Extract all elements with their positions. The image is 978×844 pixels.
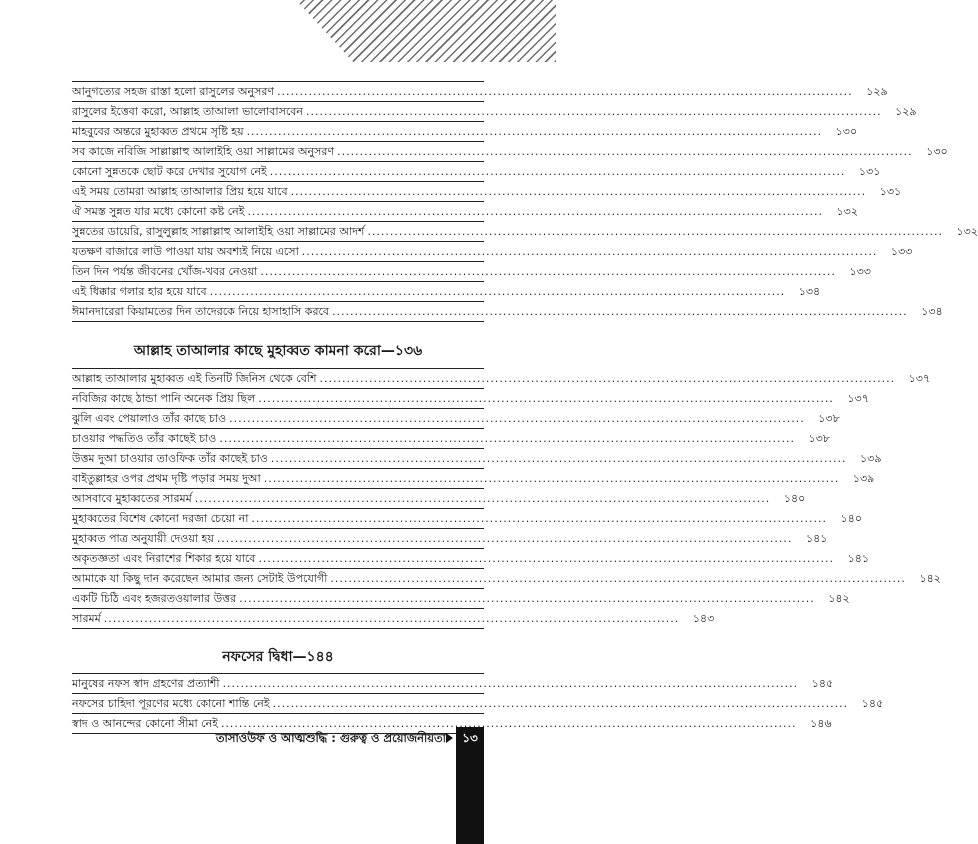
toc-entry-page: ১৩৩ (849, 265, 871, 278)
toc-entry-title: কোনো সুন্নতকে ছোট করে দেখার সুযোগ নেই (72, 165, 267, 178)
toc-entry-page: ১৩৯ (852, 472, 875, 485)
toc-entry-title: তিন দিন পর্যন্ত জীবনের খোঁজ-খবর নেওয়া (72, 265, 258, 278)
toc-entry-page: ১৩৭ (908, 372, 931, 385)
toc-entry-page: ১৩৩ (890, 245, 913, 258)
toc-entry (72, 122, 858, 141)
toc-entry-title: আমাকে যা কিছু দান করেছেন আমার জন্য সেটাই উপযোগী (72, 572, 328, 585)
dot-leader (258, 389, 834, 408)
dot-leader (271, 449, 847, 468)
toc-entry (72, 282, 821, 301)
toc-entry-title: স্বাদ ও আনন্দের কোনো সীমা নেই (72, 717, 218, 730)
page-number: ১৩ (462, 731, 478, 745)
chapter-heading: নফসের দ্বিধা—১৪৪ (222, 649, 334, 665)
toc-entry (72, 102, 917, 121)
dot-leader (330, 569, 906, 588)
toc-entry-title: বাইতুল্লাহর ওপর প্রথম দৃষ্টি পড়ার সময় দুআ (72, 472, 261, 485)
dot-leader (104, 609, 680, 628)
toc-entry (72, 82, 888, 101)
toc-entry-title: আল্লাহ তাআলার মুহাব্বত এই তিনটি জিনিস থেকে বেশি (72, 372, 317, 385)
toc-entry-page: ১৩০ (926, 145, 948, 158)
toc-entry (72, 369, 931, 388)
dot-leader (332, 302, 908, 321)
toc-entry (72, 489, 806, 508)
dot-leader (273, 694, 849, 713)
toc-entry-title: অকৃতজ্ঞতা এবং নিরাশের শিকার হয়ে যাবে (72, 552, 256, 565)
toc-entry-title: এই ধিক্কার গলার হার হয়ে যাবে (72, 285, 207, 298)
dot-leader (251, 509, 827, 528)
toc-entry (72, 302, 943, 321)
toc-entry (72, 262, 871, 281)
toc-entry (72, 222, 978, 241)
triangle-arrow-icon (446, 733, 453, 743)
page-number-tab (456, 727, 484, 844)
toc-entry-title: মুহাব্বত পাত্র অনুযায়ী দেওয়া হয় (72, 532, 214, 545)
dot-leader (239, 589, 815, 608)
toc-entry-title: আসবাবে মুহাব্বতের সারমর্ম (72, 492, 192, 505)
toc-entry-title: ঈমানদারেরা কিয়ামতের দিন তাদেরকে নিয়ে হাসাহাসি করবে (72, 305, 330, 318)
toc-entry (72, 182, 902, 201)
dot-leader (219, 429, 795, 448)
toc-entry-title: ঐ সমস্ত সুন্নত যার মধ্যে কোনো কষ্ট নেই (72, 205, 245, 218)
dot-leader (270, 162, 846, 181)
toc-entry-title: রাসুলের ইত্তেবা করো, আল্লাহ তাআলা ভালোবাসবেন (72, 105, 303, 118)
toc-entry-title: চাওয়ার পদ্ধতিও তাঁর কাছেই চাও (72, 432, 217, 445)
toc-entry-page: ১৩৯ (860, 452, 882, 465)
toc-entry-page: ১৩২ (836, 205, 858, 218)
toc-entry (72, 162, 881, 181)
toc-entry-title: এই সময় তোমরা আল্লাহ তাআলার প্রিয় হয়ে যাবে (72, 185, 288, 198)
toc-entry (72, 389, 869, 408)
toc-entry (72, 609, 715, 628)
toc-entry-page: ১৪১ (847, 552, 869, 565)
toc-entry-page: ১৪০ (840, 512, 862, 525)
toc-entry-title: নবিজির কাছে ঠান্ডা পানি অনেক প্রিয় ছিল (72, 392, 256, 405)
toc-entry-page: ১৪৩ (692, 612, 715, 625)
toc-entry (72, 569, 941, 588)
toc-entry-title: যতক্ষণ বাজারে লাউ পাওয়া যায় অবশ্যই নিয়ে এসো (72, 245, 299, 258)
dot-leader (260, 262, 836, 281)
dot-leader (320, 369, 896, 388)
toc-entry (72, 429, 830, 448)
toc-entry (72, 694, 884, 713)
dot-leader (277, 82, 853, 101)
toc-entry-title: আনুগত্যের সহজ রাস্তা হলো রাসুলের অনুসরণ (72, 85, 275, 98)
dot-leader (217, 529, 793, 548)
toc-entry-page: ১৪২ (828, 592, 850, 605)
toc-entry-title: মানুষের নফস স্বাদ গ্রহণের প্রত্যাশী (72, 677, 220, 690)
toc-entry-page: ১৩০ (835, 125, 858, 138)
toc-entry-title: সব কাজে নবিজি সাল্লাল্লাহু আলাইহি ওয়া সাল্লামের অনুসরণ (72, 145, 335, 158)
toc-entry-page: ১৩৭ (847, 392, 869, 405)
dot-leader (264, 469, 840, 488)
dot-leader (302, 242, 878, 261)
toc-entry-page: ১৪২ (919, 572, 941, 585)
toc-entry-page: ১৩২ (956, 225, 978, 238)
toc-entry (72, 449, 882, 468)
row-divider (72, 628, 484, 629)
toc-entry-page: ১৪১ (805, 532, 828, 545)
toc-entry (72, 202, 858, 221)
toc-entry-page: ১৪৬ (810, 717, 832, 730)
dot-leader (367, 222, 943, 241)
toc-entry (72, 549, 869, 568)
toc-entry-title: সারমর্ম (72, 612, 101, 625)
toc-entry-page: ১২৯ (895, 105, 917, 118)
toc-entry (72, 469, 875, 488)
toc-entry-title: মুহাব্বতের বিশেষ কোনো দরজা চেয়ো না (72, 512, 249, 525)
toc-entry-title: মাহবুবের অন্তরে মুহাব্বত প্রথমে সৃষ্টি হয় (72, 125, 244, 138)
toc-entry-page: ১৩৮ (818, 412, 840, 425)
dot-leader (337, 142, 913, 161)
dot-leader (258, 549, 834, 568)
toc-entry-page: ১৪৫ (811, 677, 834, 690)
toc-entry-page: ১৩৪ (798, 285, 821, 298)
toc-entry (72, 509, 862, 528)
dot-leader (291, 182, 867, 201)
toc-entry-title: সুন্নতের ডায়েরি, রাসুলুল্লাহ সাল্লাল্লাহু আলাইহি ওয়া সাল্লামের আদর্শ (72, 225, 365, 238)
dot-leader (306, 102, 882, 121)
row-divider (72, 321, 484, 322)
dot-leader (247, 202, 823, 221)
running-footer-title: তাসাওউফ ও আত্মশুদ্ধি : গুরুত্ব ও প্রয়োজনীয়তা (215, 731, 446, 745)
dot-leader (195, 489, 771, 508)
corner-hatch-decoration (296, 0, 556, 62)
toc-entry-page: ১৩৮ (808, 432, 830, 445)
dot-leader (210, 282, 786, 301)
dot-leader (229, 409, 805, 428)
toc-entry-page: ১৩১ (879, 185, 902, 198)
toc-entry (72, 242, 913, 261)
toc-entry (72, 409, 840, 428)
toc-section-1 (72, 81, 978, 322)
toc-entry-title: একটি চিঠি এবং হজরতওয়ালার উত্তর (72, 592, 237, 605)
chapter-heading: আল্লাহ তাআলার কাছে মুহাব্বত কামনা করো—১৩৬ (133, 343, 423, 359)
toc-entry (72, 674, 834, 693)
toc-entry-page: ১৪৫ (861, 697, 884, 710)
toc-entry-page: ১৩১ (858, 165, 881, 178)
dot-leader (247, 122, 823, 141)
toc-entry-page: ১২৯ (866, 85, 888, 98)
dot-leader (223, 674, 799, 693)
toc-entry (72, 529, 828, 548)
toc-entry (72, 142, 948, 161)
toc-section-2 (72, 368, 941, 629)
toc-entry-page: ১৪০ (783, 492, 806, 505)
toc-entry (72, 589, 850, 608)
toc-section-3 (72, 673, 884, 734)
toc-entry-title: ঝুলি এবং পেয়ালাও তাঁর কাছে চাও (72, 412, 227, 425)
toc-entry-title: নফসের চাহিদা পূরণের মধ্যে কোনো শান্তি নেই (72, 697, 270, 710)
toc-entry-page: ১৩৪ (921, 305, 943, 318)
toc-entry-title: উত্তম দুআ চাওয়ার তাওফিক তাঁর কাছেই চাও (72, 452, 268, 465)
